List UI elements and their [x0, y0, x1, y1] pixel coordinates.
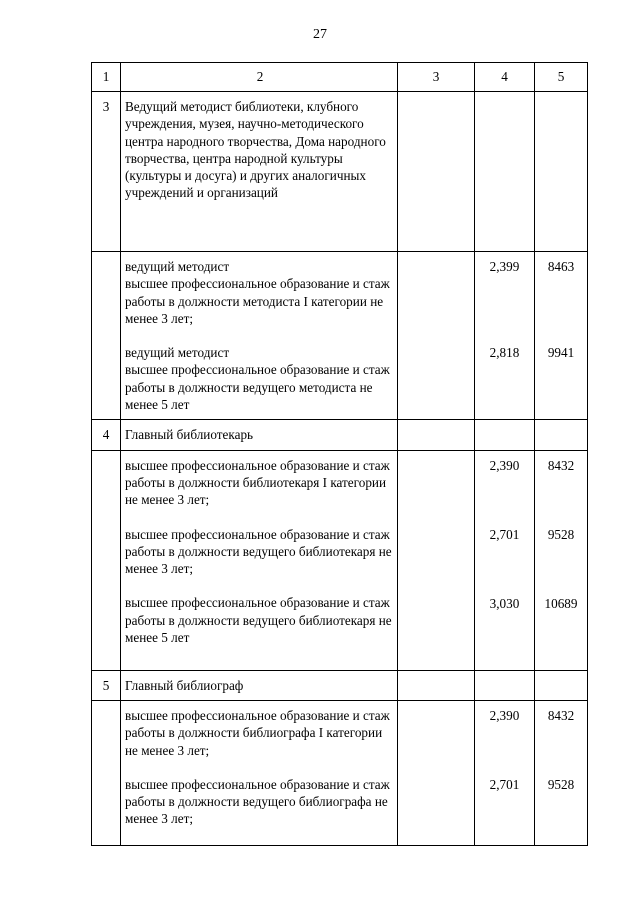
salary-cell [535, 700, 588, 845]
entry-text: высшее профессиональное образование и стаж работы в должности библиотекаря I категории не менее 3 лет; [125, 457, 390, 508]
position-title: Ведущий методист библиотеки, клубного учреждения, музея, научно-методического центра народного творчества, Дома народного творчества, центра народной культуры (культуры и досуга) и других аналогичных учреждений и организаций [121, 92, 398, 252]
spacer [535, 474, 587, 526]
header-col-3: 3 [398, 63, 475, 92]
header-col-5: 5 [535, 63, 588, 92]
salary-cell [535, 252, 588, 420]
salary-value: 9941 [547, 345, 575, 361]
qualification-table [91, 62, 588, 846]
coefficient-value: 2,399 [489, 259, 520, 274]
coefficient-cell [475, 700, 535, 845]
table-row [92, 450, 588, 670]
table-row [92, 420, 588, 450]
table-row [92, 700, 588, 845]
empty-cell [475, 420, 535, 450]
entry-title: ведущий методист [125, 345, 230, 361]
empty-cell [398, 450, 475, 670]
table-row [92, 252, 588, 420]
salary-value: 8432 [547, 707, 575, 723]
qualification-cell [121, 252, 398, 420]
position-title: Главный библиотекарь [121, 420, 398, 450]
spacer [475, 275, 534, 344]
coefficient-cell [475, 450, 535, 670]
table-row [92, 92, 588, 252]
table-row [92, 670, 588, 700]
salary-cell [535, 450, 588, 670]
spacer [535, 275, 587, 344]
empty-cell [475, 670, 535, 700]
salary-value: 8463 [547, 259, 575, 274]
salary-value: 10689 [544, 596, 578, 612]
spacer [475, 474, 534, 526]
position-title: Главный библиограф [121, 670, 398, 700]
empty-cell [398, 700, 475, 845]
spacer [125, 759, 395, 776]
empty-cell [92, 450, 121, 670]
empty-cell [535, 92, 588, 252]
empty-cell [398, 252, 475, 420]
coefficient-value: 2,390 [489, 707, 520, 723]
empty-cell [398, 670, 475, 700]
entry-text: высшее профессиональное образование и стаж работы в должности методиста I категории не менее 3 лет; [125, 276, 390, 326]
salary-value: 9528 [547, 777, 575, 793]
row-number: 5 [92, 670, 121, 700]
empty-cell [398, 420, 475, 450]
header-col-4: 4 [475, 63, 535, 92]
entry-text: высшее профессиональное образование и стаж работы в должности ведущего библиотекаря не менее 3 лет; [125, 526, 392, 577]
entry-title: ведущий методист [125, 259, 230, 274]
spacer [535, 543, 587, 595]
empty-cell [92, 700, 121, 845]
coefficient-value: 3,030 [489, 596, 520, 612]
coefficient-value: 2,701 [489, 526, 520, 542]
entry-text: высшее профессиональное образование и стаж работы в должности библиографа I категории не менее 3 лет; [125, 707, 390, 758]
header-col-1: 1 [92, 63, 121, 92]
qualification-cell [121, 450, 398, 670]
table-header-row [92, 63, 588, 92]
spacer [125, 509, 395, 526]
spacer [475, 724, 534, 776]
header-col-2: 2 [121, 63, 398, 92]
empty-cell [398, 92, 475, 252]
spacer [125, 577, 395, 594]
empty-cell [535, 670, 588, 700]
row-number: 3 [92, 92, 121, 252]
coefficient-cell [475, 252, 535, 420]
entry-text: высшее профессиональное образование и стаж работы в должности ведущего библиографа не менее 3 лет; [125, 776, 390, 827]
salary-value: 8432 [547, 457, 575, 473]
empty-cell [92, 252, 121, 420]
salary-value: 9528 [547, 526, 575, 542]
qualification-cell [121, 700, 398, 845]
entry-text: высшее профессиональное образование и стаж работы в должности ведущего библиотекаря не менее 5 лет [125, 595, 392, 646]
coefficient-value: 2,701 [489, 777, 520, 793]
spacer [125, 327, 395, 344]
spacer [475, 543, 534, 595]
entry-text: высшее профессиональное образование и стаж работы в должности ведущего методиста не менее 5 лет [125, 362, 390, 413]
row-number: 4 [92, 420, 121, 450]
empty-cell [475, 92, 535, 252]
page-number: 27 [313, 27, 327, 42]
empty-cell [535, 420, 588, 450]
coefficient-value: 2,390 [489, 457, 520, 473]
spacer [535, 724, 587, 776]
coefficient-value: 2,818 [489, 345, 520, 361]
